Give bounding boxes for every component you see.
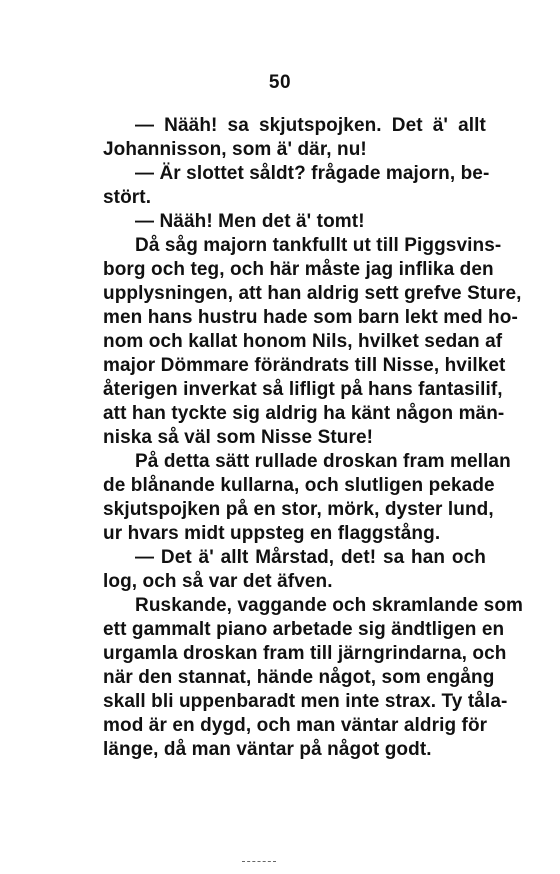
text-line: — Det ä' allt Mårstad, det! sa han och [135,547,486,568]
text-line: niska så väl som Nisse Sture! [103,427,374,448]
text-line: Johannisson, som ä' där, nu! [103,139,367,160]
text-line: nom och kallat honom Nils, hvilket sedan af [103,331,503,352]
text-line: major Dömmare förändrats till Nisse, hvilket [103,355,506,376]
text-line: Ruskande, vaggande och skramlande som [135,595,524,616]
text-line: när den stannat, hände något, som engång [103,667,495,688]
text-line: skjutspojken på en stor, mörk, dyster lund, [103,499,494,520]
text-line: men hans hustru hade som barn lekt med ho- [103,307,518,328]
text-line: länge, då man väntar på något godt. [103,739,432,760]
text-line: återigen inverkat så lifligt på hans fantasilif, [103,379,503,400]
page-number: 50 [268,72,292,93]
text-line: skall bli uppenbaradt men inte strax. Ty tåla- [103,691,508,712]
text-line: urgamla droskan fram till järngrindarna, och [103,643,507,664]
text-line: — Är slottet såldt? frågade majorn, be- [135,163,490,184]
text-line: upplysningen, att han aldrig sett grefve Sture, [103,283,522,304]
text-line: — Nääh! sa skjutspojken. Det ä' allt [135,115,486,136]
text-line: ur hvars midt uppsteg en flaggstång. [103,523,441,544]
text-line: På detta sätt rullade droskan fram mellan [135,451,511,472]
footer-rule [242,861,276,862]
text-line: mod är en dygd, och man väntar aldrig för [103,715,488,736]
text-line: borg och teg, och här måste jag inflika den [103,259,494,280]
text-line: ett gammalt piano arbetade sig ändtligen en [103,619,505,640]
text-line: de blånande kullarna, och slutligen pekade [103,475,495,496]
text-line: — Nääh! Men det ä' tomt! [135,211,365,232]
text-line: stört. [103,187,152,208]
text-line: Då såg majorn tankfullt ut till Piggsvins- [135,235,502,256]
text-line: att han tyckte sig aldrig ha känt någon män- [103,403,505,424]
text-line: log, och så var det äfven. [103,571,333,592]
body-text [103,114,524,762]
